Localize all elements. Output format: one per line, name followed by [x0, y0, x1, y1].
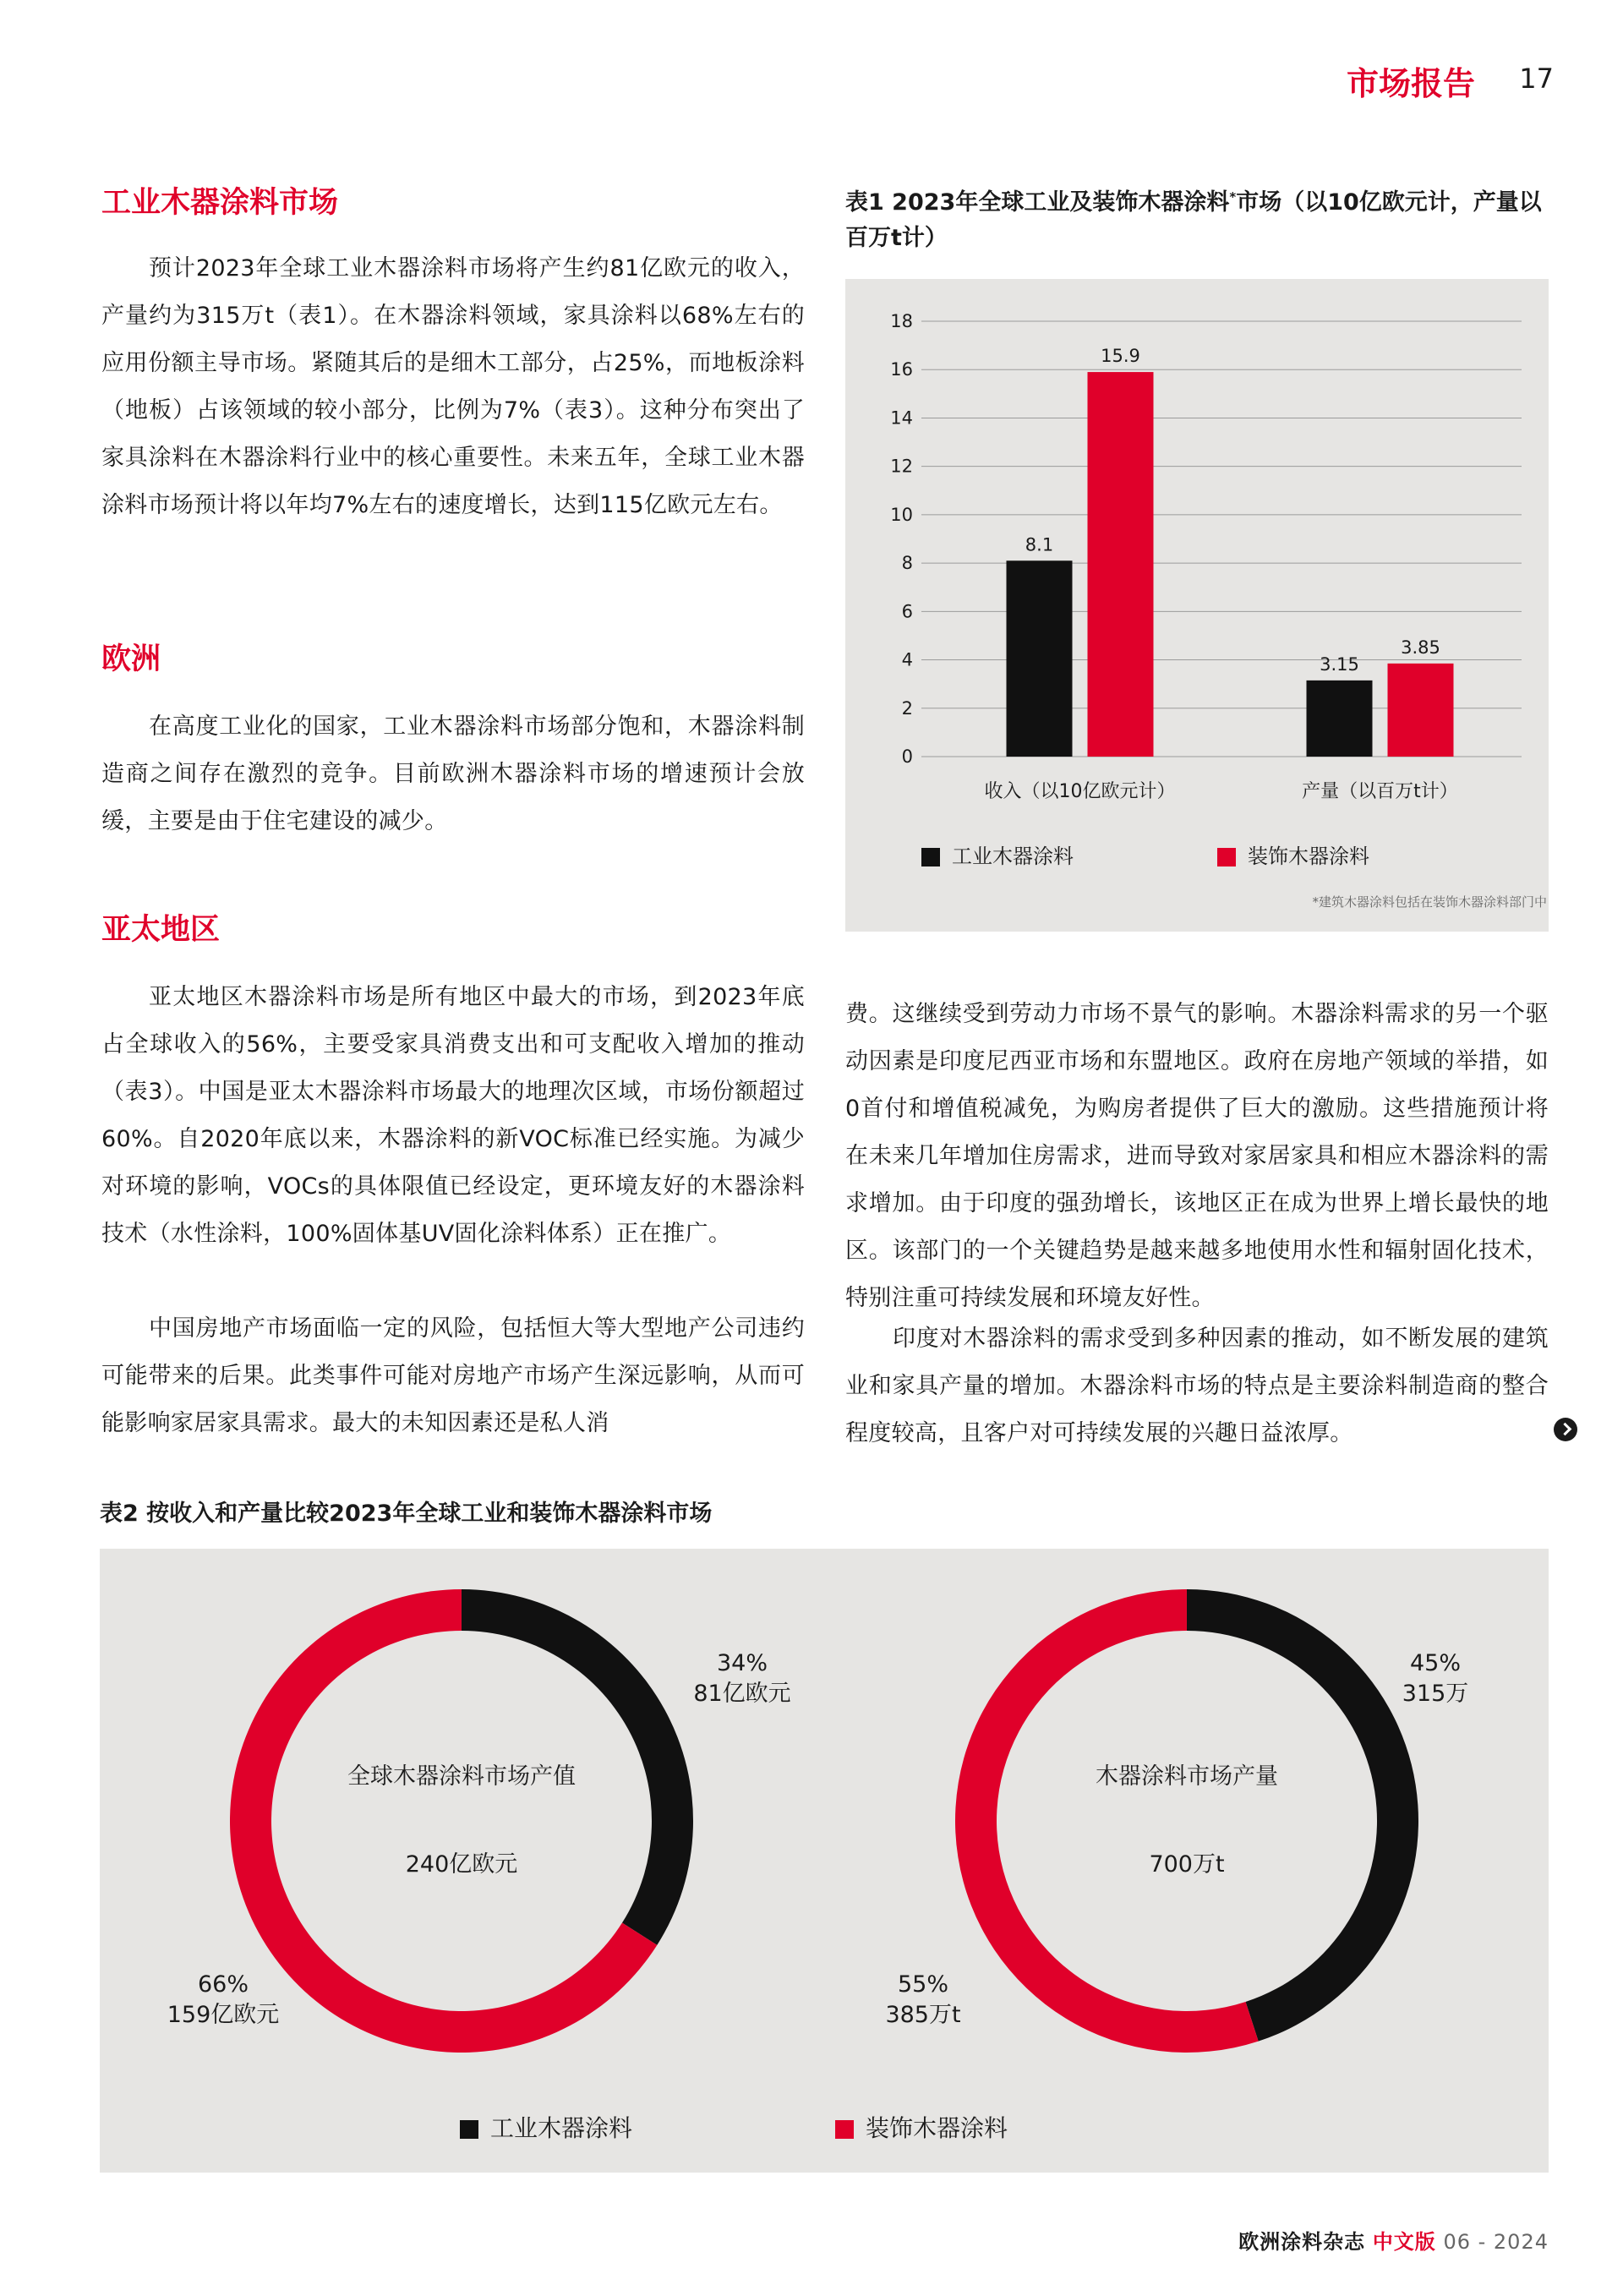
- donut-charts: [100, 1549, 1549, 2173]
- legend2-square-decorative: [835, 2120, 854, 2139]
- donut-charts-panel: [100, 1549, 1549, 2173]
- bar-value-label: 3.85: [1401, 637, 1440, 658]
- donut-title: 木器涂料市场产量: [1096, 1763, 1278, 1790]
- heading-asia-pacific: 亚太地区: [101, 913, 221, 947]
- donut-total: 240亿欧元: [405, 1851, 518, 1878]
- y-tick-label: 6: [901, 601, 913, 622]
- footer-edition: 中文版: [1372, 2230, 1436, 2254]
- y-tick-label: 12: [890, 456, 913, 477]
- paragraph-europe: 在高度工业化的国家，工业木器涂料市场部分饱和，木器涂料制造商之间存在激烈的竞争。目前欧洲木器涂料市场的增速预计会放缓，主要是由于住宅建设的减少。: [101, 713, 805, 834]
- bar-value-label: 8.1: [1025, 534, 1054, 555]
- y-tick-label: 8: [901, 553, 913, 574]
- heading-industrial-wood-coatings: 工业木器涂料市场: [101, 186, 339, 220]
- legend2-square-industrial: [460, 2120, 478, 2139]
- y-tick-label: 16: [890, 359, 913, 380]
- y-tick-label: 14: [890, 407, 913, 429]
- paragraph-industrial-market: 预计2023年全球工业木器涂料市场将产生约81亿欧元的收入，产量约为315万t（表1）。在木器涂料领域，家具涂料以68%左右的应用份额主导市场。紧随其后的是细木工部分，占25%，而地板涂料（地板）占该领域的较小部分，比例为7%（表3）。这种分布突出了家具涂料在木器涂料行业中的核心重要性。未来五年，全球工业木器涂料市场预计将以年均7%左右的速度增长，达到115亿欧元左右。: [101, 255, 805, 518]
- legend2-decorative: 装饰木器涂料: [835, 2110, 1008, 2144]
- legend-industrial: 工业木器涂料: [921, 839, 1074, 869]
- y-tick-label: 18: [890, 311, 913, 331]
- footer: [1238, 2225, 1549, 2255]
- legend2-industrial: 工业木器涂料: [460, 2110, 632, 2144]
- donut2-industrial-label: 45% 315万: [1402, 1650, 1469, 1707]
- y-tick-label: 4: [901, 649, 913, 670]
- bar: [1007, 560, 1073, 757]
- y-tick-label: 0: [901, 746, 913, 767]
- footer-magazine: 欧洲涂料杂志: [1238, 2230, 1366, 2254]
- x-category-label: 产量（以百万t计）: [1302, 781, 1458, 802]
- x-category-label: 收入（以10亿欧元计）: [984, 781, 1176, 802]
- bar-value-label: 15.9: [1101, 346, 1140, 367]
- chart1-footnote: *建筑木器涂料包括在装饰木器涂料部门中: [1312, 894, 1547, 910]
- legend-square-industrial: [921, 848, 940, 866]
- bar: [1388, 664, 1454, 757]
- page-number: 17: [1519, 63, 1554, 95]
- donut-title: 全球木器涂料市场产值: [347, 1763, 576, 1790]
- section-title: 市场报告: [1346, 65, 1475, 102]
- donut1-decorative-label: 66% 159亿欧元: [167, 1971, 280, 2028]
- donut-slice-decorative: [955, 1589, 1259, 2053]
- legend-square-decorative: [1217, 848, 1236, 866]
- footer-issue: 06 - 2024: [1443, 2230, 1549, 2254]
- donut2-decorative-label: 55% 385万t: [885, 1971, 961, 2028]
- paragraph-indonesia: 费。这继续受到劳动力市场不景气的影响。木器涂料需求的另一个驱动因素是印度尼西亚市场和东盟地区。政府在房地产领域的举措，如0首付和增值税减免，为购房者提供了巨大的激励。这些措施预计将在未来几年增加住房需求，进而导致对家居家具和相应木器涂料的需求增加。由于印度的强劲增长，该地区正在成为世界上增长最快的地区。该部门的一个关键趋势是越来越多地使用水性和辐射固化技术，特别注重可持续发展和环境友好性。: [845, 1001, 1549, 1311]
- chart1-caption: 表1 2023年全球工业及装饰木器涂料*市场（以10亿欧元计，产量以百万t计）: [845, 189, 1542, 251]
- chevron-right-icon[interactable]: [1554, 1418, 1577, 1441]
- y-tick-label: 2: [901, 697, 913, 719]
- heading-europe: 欧洲: [101, 642, 161, 676]
- donut-slice-industrial: [1187, 1589, 1418, 2042]
- paragraph-india: 印度对木器涂料的需求受到多种因素的推动，如不断发展的建筑业和家具产量的增加。木器涂料市场的特点是主要涂料制造商的整合程度较高，且客户对可持续发展的兴趣日益浓厚。: [845, 1326, 1549, 1446]
- paragraph-asia-pacific: 亚太地区木器涂料市场是所有地区中最大的市场，到2023年底占全球收入的56%，主要受家具消费支出和可支配收入增加的推动（表3）。中国是亚太木器涂料市场最大的地理次区域，市场份额超过60%。自2020年底以来，木器涂料的新VOC标准已经实施。为减少对环境的影响，VOCs的具体限值已经设定，更环境友好的木器涂料技术（水性涂料，100%固体基UV固化涂料体系）正在推广。: [101, 984, 805, 1247]
- paragraph-china-real-estate: 中国房地产市场面临一定的风险，包括恒大等大型地产公司违约可能带来的后果。此类事件可能对房地产市场产生深远影响，从而可能影响家居家具需求。最大的未知因素还是私人消: [101, 1315, 805, 1436]
- chart2-caption: 表2 按收入和产量比较2023年全球工业和装饰木器涂料市场: [100, 1501, 713, 1527]
- bar: [1088, 372, 1154, 757]
- legend-decorative: 装饰木器涂料: [1217, 839, 1369, 869]
- bar-chart: [845, 279, 1549, 932]
- y-tick-label: 10: [890, 504, 913, 525]
- bar-chart-panel: [845, 279, 1549, 932]
- donut1-industrial-label: 34% 81亿欧元: [693, 1650, 791, 1707]
- bar-value-label: 3.15: [1320, 653, 1359, 675]
- bar: [1307, 681, 1373, 757]
- donut-total: 700万t: [1149, 1851, 1225, 1878]
